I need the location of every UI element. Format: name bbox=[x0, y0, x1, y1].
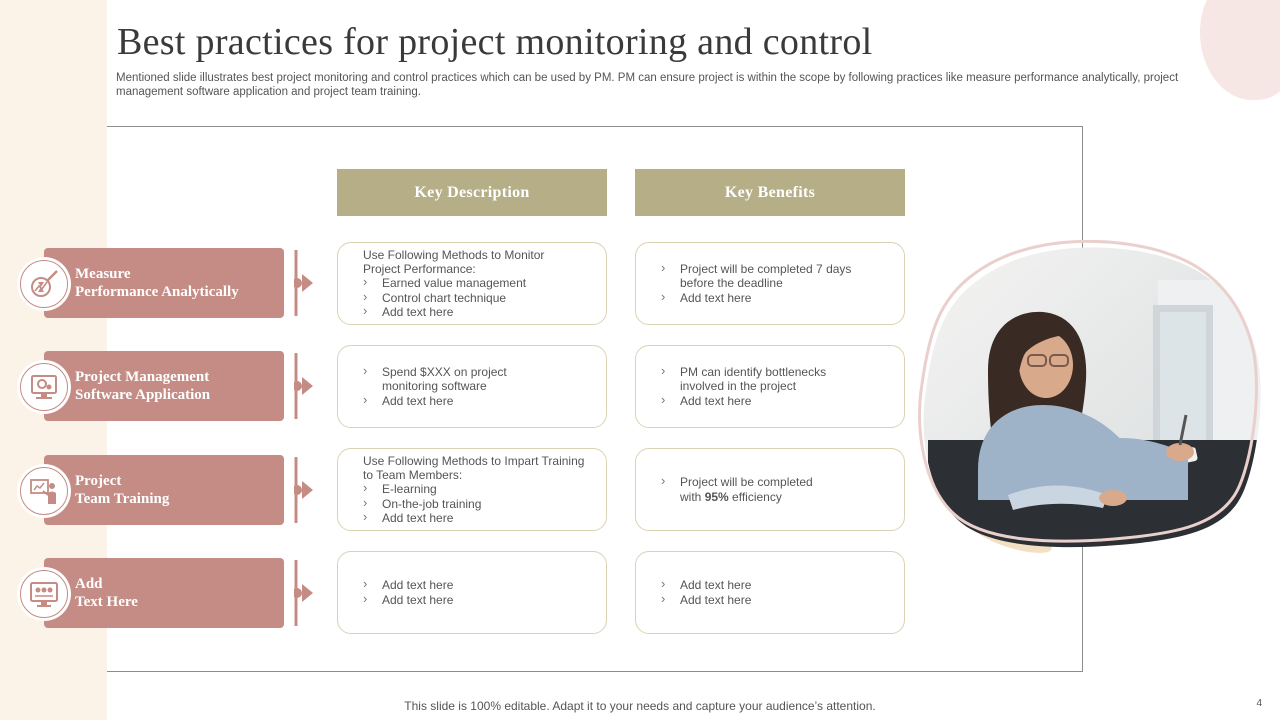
list-item: › Add text here bbox=[661, 578, 890, 592]
row-label-line1: Project Management bbox=[75, 369, 210, 385]
list-item: › Add text here bbox=[661, 593, 890, 607]
benefits-card-3 bbox=[635, 448, 905, 531]
list-item: › Add text here bbox=[363, 394, 592, 408]
row-connector-arrow bbox=[294, 351, 314, 421]
benefits-card-2 bbox=[635, 345, 905, 428]
list-item: › Add text here bbox=[363, 593, 592, 607]
presentation-trainer-icon bbox=[20, 467, 68, 515]
card-intro-line1: Use Following Methods to Impart Training bbox=[363, 453, 585, 468]
list-item: › Add text here bbox=[363, 511, 592, 525]
row-label-line2: Team Training bbox=[75, 491, 170, 507]
list-item: › Add text here bbox=[661, 291, 890, 305]
row-label-add-text bbox=[44, 558, 284, 628]
list-item bbox=[661, 475, 890, 504]
bullet-line2: monitoring software bbox=[382, 379, 487, 394]
key-description-header: Key Description bbox=[337, 169, 607, 216]
benefits-card-4 bbox=[635, 551, 905, 634]
card-intro-line2: Project Performance: bbox=[363, 262, 476, 277]
row-label-line1: Add bbox=[75, 576, 103, 592]
woman-at-computer-photo bbox=[918, 240, 1263, 558]
row-label-line1: Measure bbox=[75, 266, 131, 282]
card-intro-line1: Use Following Methods to Monitor bbox=[363, 247, 545, 262]
page-number: 4 bbox=[1256, 698, 1262, 709]
analytics-magnifier-icon bbox=[20, 260, 68, 308]
bullet-line1: PM can identify bottlenecks bbox=[680, 365, 827, 380]
list-item: › Control chart technique bbox=[363, 291, 592, 305]
bullet-line2-prefix: with bbox=[680, 489, 705, 504]
list-item bbox=[661, 365, 890, 394]
list-item bbox=[363, 365, 592, 394]
row-connector-arrow bbox=[294, 455, 314, 525]
bullet-line1: Project will be completed 7 days bbox=[680, 262, 852, 277]
benefits-card-1 bbox=[635, 242, 905, 325]
efficiency-value: 95% bbox=[704, 489, 729, 504]
row-connector-arrow bbox=[294, 558, 314, 628]
bullet-line1: Project will be completed bbox=[680, 475, 813, 490]
description-card-2 bbox=[337, 345, 607, 428]
bullet-line2: involved in the project bbox=[680, 379, 797, 394]
computer-gear-icon bbox=[20, 363, 68, 411]
row-label-software-application bbox=[44, 351, 284, 421]
card-intro-line2: to Team Members: bbox=[363, 468, 463, 483]
description-card-1 bbox=[337, 242, 607, 325]
row-label-line2: Software Application bbox=[75, 387, 211, 403]
description-card-3 bbox=[337, 448, 607, 531]
list-item: › Add text here bbox=[363, 578, 592, 592]
description-card-4 bbox=[337, 551, 607, 634]
list-item: › Add text here bbox=[661, 394, 890, 408]
row-connector-arrow bbox=[294, 248, 314, 318]
row-label-measure-performance bbox=[44, 248, 284, 318]
slide-title: Best practices for project monitoring and control bbox=[117, 21, 873, 63]
bullet-line2: before the deadline bbox=[680, 276, 783, 291]
key-benefits-header: Key Benefits bbox=[635, 169, 905, 216]
list-item: › On-the-job training bbox=[363, 497, 592, 511]
bullet-line2-suffix: efficiency bbox=[728, 489, 782, 504]
list-item: › Add text here bbox=[363, 305, 592, 319]
row-label-team-training bbox=[44, 455, 284, 525]
list-item bbox=[661, 262, 890, 291]
list-item: › E-learning bbox=[363, 482, 592, 496]
list-item: › Earned value management bbox=[363, 276, 592, 290]
slide-subtitle: Mentioned slide illustrates best project monitoring and control practices which can be used by PM. PM can ensure project is within the scope by following practices like measure performance analytically, project management software application and project team training. bbox=[116, 72, 1179, 98]
bullet-line1: Spend $XXX on project bbox=[382, 365, 507, 380]
row-label-line2: Performance Analytically bbox=[75, 284, 239, 300]
slide-footer: This slide is 100% editable. Adapt it to your needs and capture your audience’s attention. bbox=[404, 699, 876, 713]
monitor-dashboard-icon bbox=[20, 570, 68, 618]
row-label-line2: Text Here bbox=[75, 594, 138, 610]
row-label-line1: Project bbox=[75, 473, 122, 489]
